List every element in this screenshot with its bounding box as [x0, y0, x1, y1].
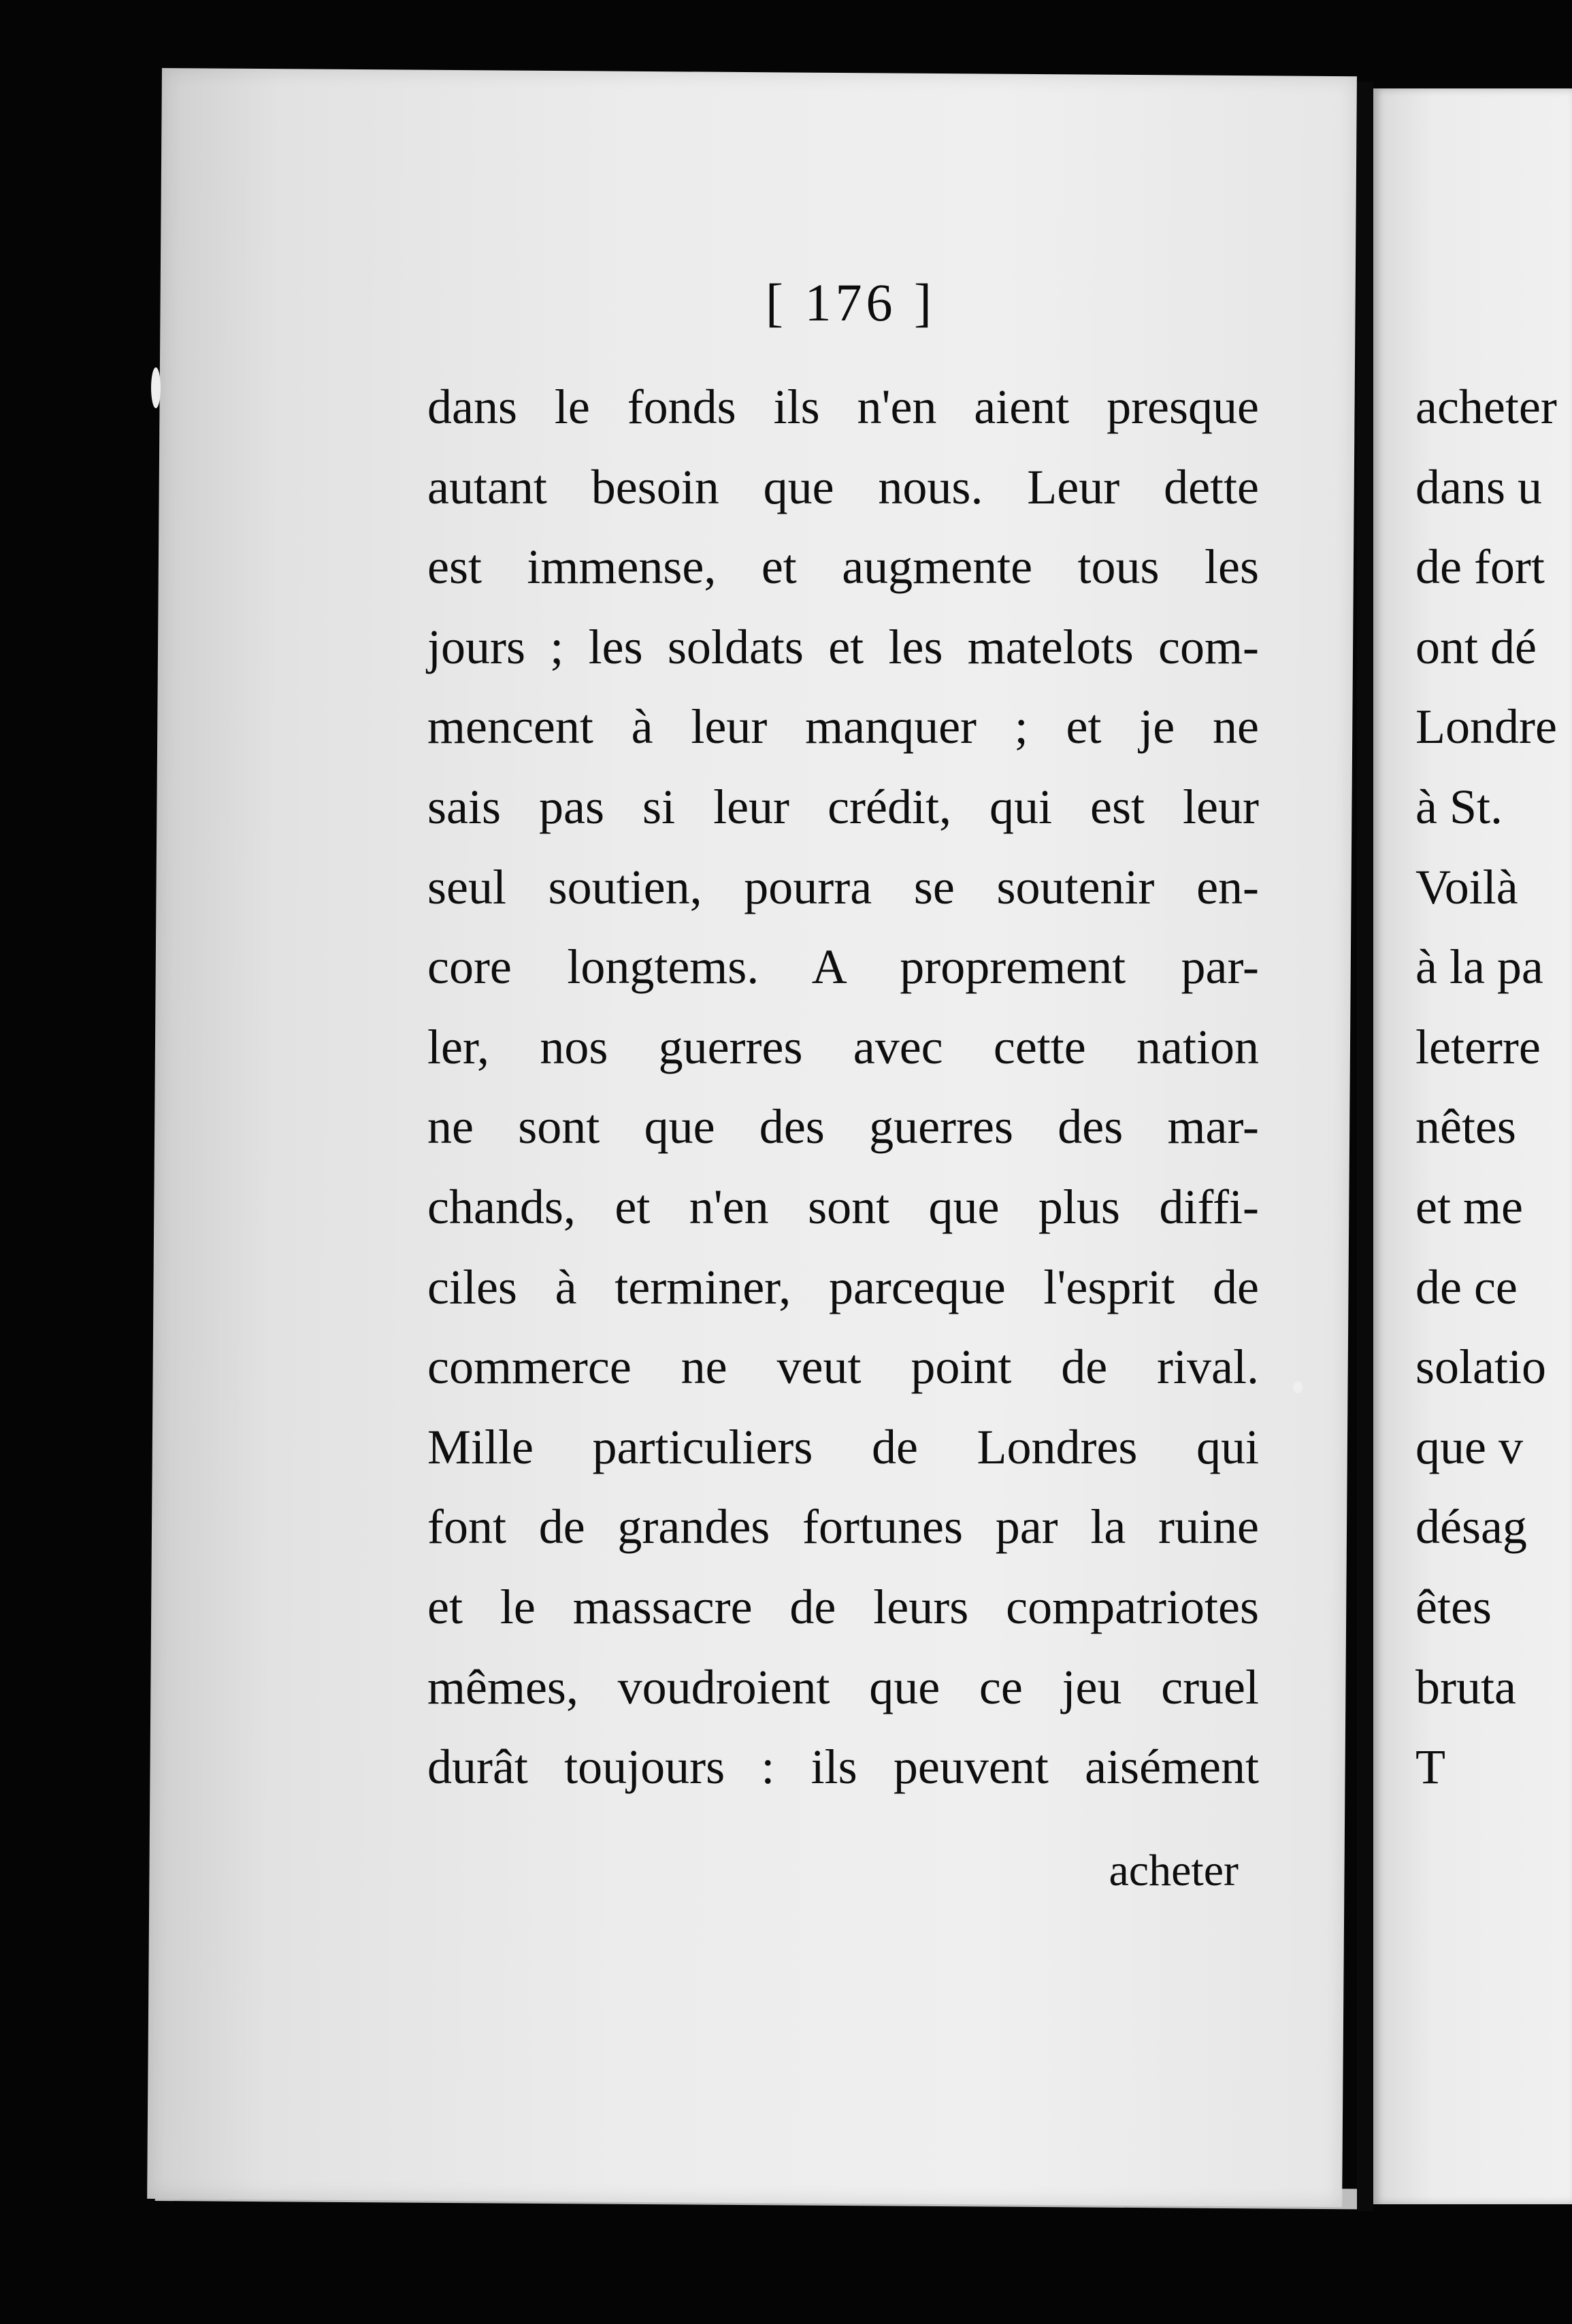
text-line: ciles à terminer, parceque l'esprit de — [427, 1259, 1259, 1314]
facing-page-line: acheter — [1415, 380, 1557, 434]
facing-page-line: Voilà — [1415, 859, 1518, 914]
facing-page-line: à la pa — [1415, 940, 1543, 995]
page-number: [ 176 ] — [766, 273, 936, 332]
facing-page-line: dans u — [1415, 459, 1542, 514]
facing-page-line: solatio — [1415, 1340, 1546, 1395]
body-text — [427, 367, 1259, 1808]
text-line: mencent à leur manquer ; et je ne — [427, 699, 1259, 754]
text-line: ler, nos guerres avec cette nation — [427, 1019, 1259, 1074]
text-line: ne sont que des guerres des mar- — [427, 1099, 1259, 1155]
facing-page-line: bruta — [1415, 1659, 1516, 1714]
paper-speck — [151, 367, 161, 408]
catchword: acheter — [1109, 1846, 1239, 1895]
facing-page-line: T — [1415, 1740, 1445, 1795]
facing-page-line: que v — [1415, 1419, 1523, 1474]
text-line: durât toujours : ils peuvent aisément — [427, 1740, 1259, 1795]
text-line: seul soutien, pourra se soutenir en- — [427, 859, 1259, 914]
text-line: et le massacre de leurs compatriotes — [427, 1579, 1259, 1634]
facing-page-line: leterre — [1415, 1019, 1541, 1074]
text-line: mêmes, voudroient que ce jeu cruel — [427, 1659, 1259, 1714]
facing-page-line: de ce — [1415, 1259, 1518, 1314]
text-line: dans le fonds ils n'en aient presque — [427, 380, 1259, 434]
facing-page-line: êtes — [1415, 1579, 1492, 1634]
facing-page-line: à St. — [1415, 779, 1503, 834]
text-line: commerce ne veut point de rival. — [427, 1340, 1259, 1395]
facing-page-text — [1415, 367, 1572, 1808]
facing-page-line: ont dé — [1415, 619, 1537, 674]
text-line: Mille particuliers de Londres qui — [427, 1419, 1259, 1474]
text-line: sais pas si leur crédit, qui est leur — [427, 779, 1259, 834]
facing-page-line: Londre — [1415, 699, 1557, 754]
facing-page-line: nêtes — [1415, 1099, 1516, 1155]
text-line: chands, et n'en sont que plus diffi- — [427, 1179, 1259, 1234]
text-line: jours ; les soldats et les matelots com- — [427, 619, 1259, 674]
facing-page-line: de fort — [1415, 540, 1545, 595]
text-line: est immense, et augmente tous les — [427, 540, 1259, 595]
facing-page-line: et me — [1415, 1179, 1523, 1234]
text-line: font de grandes fortunes par la ruine — [427, 1499, 1259, 1555]
text-line: autant besoin que nous. Leur dette — [427, 459, 1259, 514]
facing-page-line: désag — [1415, 1499, 1527, 1555]
text-line: core longtems. A proprement par- — [427, 940, 1259, 995]
book-gutter — [1357, 82, 1373, 2211]
paper-speck — [1293, 1381, 1303, 1393]
